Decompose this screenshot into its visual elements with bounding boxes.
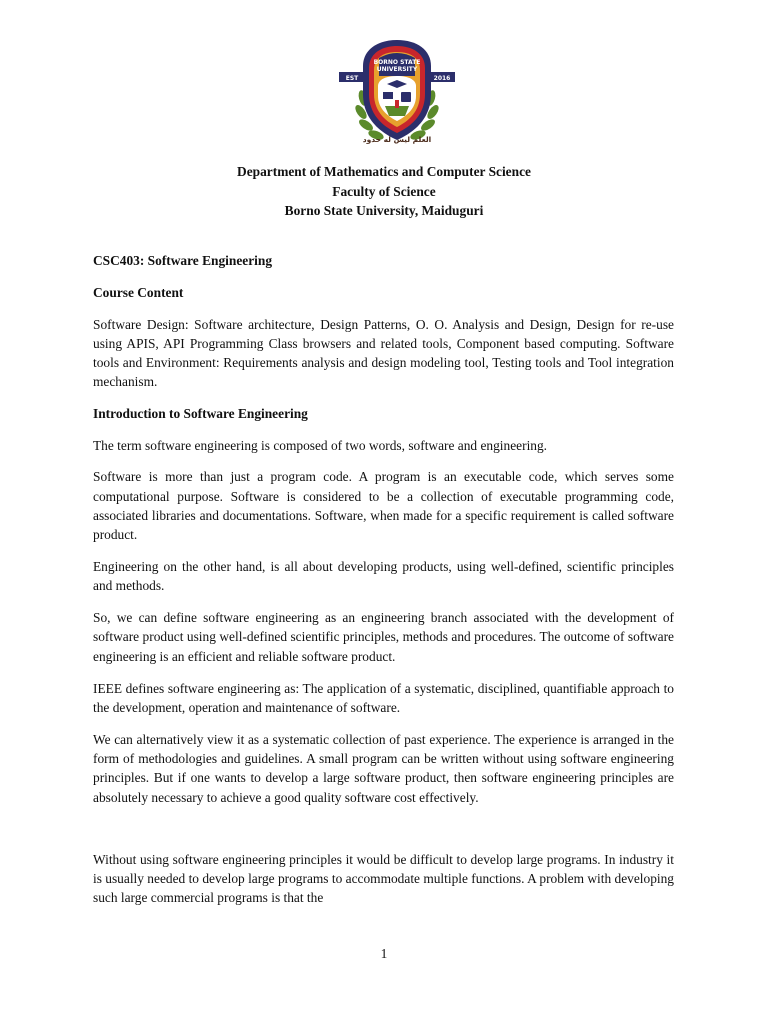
intro-paragraph-2: Software is more than just a program code. A program is an executable code, which serves some computational purpose. Software is considered to be a collection of executable programming code, associated libraries and documentations. Software, when made for a specific requirement is called software product.: [93, 469, 674, 543]
course-content-paragraph: Software Design: Software architecture, Design Patterns, O. O. Analysis and Design, Design for re-use using APIS, API Programming Class browsers and related tools, Component based computing. Software tools and Environment: Requirements analysis and design modeling tool, Testing tools and Tool integration mechanism.: [93, 316, 674, 390]
faculty-title: Faculty of Science: [332, 183, 436, 199]
intro-paragraph-5: IEEE defines software engineering as: The application of a systematic, disciplined, quantifiable approach to the development, operation and maintenance of software.: [93, 680, 674, 715]
intro-paragraph-4: So, we can define software engineering as an engineering branch associated with the development of software product using well-defined scientific principles, methods and procedures. The outcome of software engineering is an efficient and reliable software product.: [93, 610, 674, 664]
crest-est-label: EST: [345, 75, 359, 82]
intro-paragraph-3: Engineering on the other hand, is all about developing products, using well-defined, scientific principles and methods.: [93, 559, 674, 594]
course-title: CSC403: Software Engineering: [93, 253, 273, 268]
university-title: Borno State University, Maiduguri: [284, 203, 484, 218]
document-heading: [0, 162, 768, 221]
page-number: 1: [380, 946, 388, 961]
document-body: [93, 251, 674, 908]
course-content-heading: Course Content: [93, 284, 184, 300]
intro-paragraph-7: Without using software engineering principles it would be difficult to develop large programs. In industry it is usually needed to develop large programs to accommodate multiple functions. A problem with developing such large commercial programs is that the: [93, 851, 675, 906]
crest-year-label: 2016: [433, 75, 451, 82]
intro-paragraph-1: The term software engineering is composed of two words, software and engineering.: [93, 437, 548, 453]
crest-motto: العلم ليس له حدود: [362, 135, 432, 144]
department-title: Department of Mathematics and Computer Science: [237, 164, 531, 179]
crest-name-line1: BORNO STATE: [373, 59, 421, 66]
intro-paragraph-6: We can alternatively view it as a systematic collection of past experience. The experience is arranged in the form of methodologies and guidelines. A small program can be written without using software engineering principles. But if one wants to develop a large software product, then software engineering principles are absolutely necessary to achieve a good quality software cost effectively.: [93, 731, 674, 805]
crest-name-line2: UNIVERSITY: [376, 66, 418, 73]
intro-heading: Introduction to Software Engineering: [93, 405, 308, 421]
